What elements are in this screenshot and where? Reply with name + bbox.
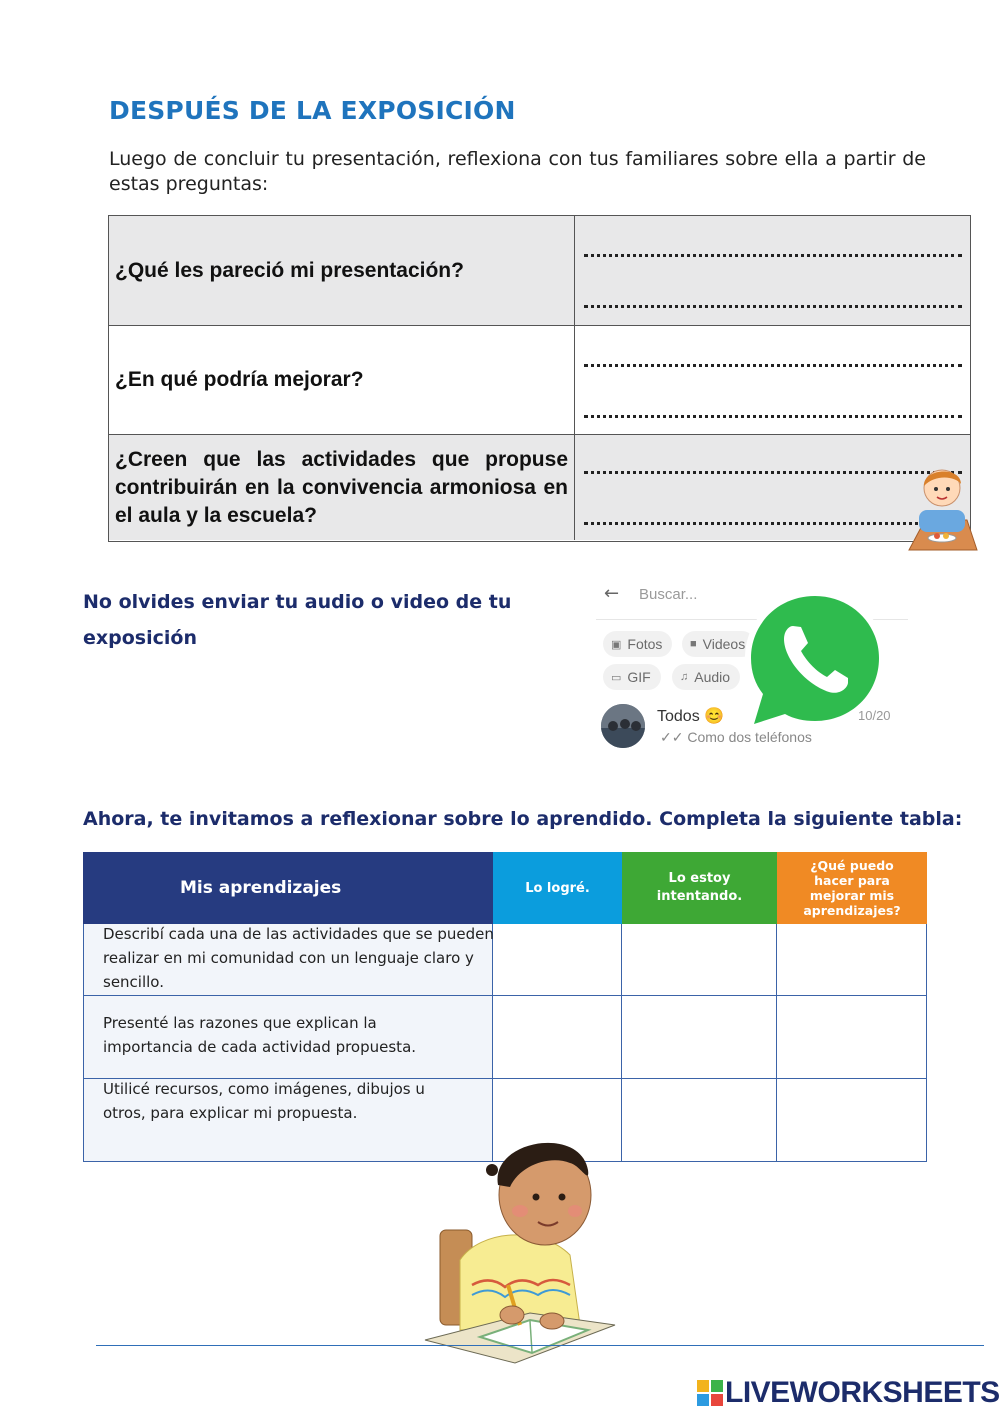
question-row [109, 216, 970, 325]
chip-photos[interactable] [603, 631, 672, 657]
question-cell [109, 216, 575, 325]
send-reminder-text: No olvides enviar tu audio o video de tu exposición [83, 591, 512, 649]
chat-preview-text: Como dos teléfonos [687, 729, 812, 745]
cell-achieved[interactable] [493, 996, 622, 1079]
chat-date: 10/20 [858, 708, 891, 723]
chip-label: GIF [627, 669, 651, 685]
page-title: DESPUÉS DE LA EXPOSICIÓN [109, 96, 516, 125]
video-icon: ■ [690, 638, 697, 650]
header-trying: Lo estoy intentando. [622, 852, 777, 924]
chip-label: Audio [694, 669, 731, 685]
question-row [109, 434, 970, 540]
question-text: ¿En qué podría mejorar? [115, 368, 364, 391]
chip-label: Videos [702, 636, 746, 652]
chip-gif[interactable] [603, 664, 661, 690]
back-arrow-icon[interactable]: ← [604, 583, 620, 604]
question-row [109, 325, 970, 434]
answer-cell[interactable] [575, 326, 970, 434]
row-text: Utilicé recursos, como imágenes, dibujos u otros, para explicar mi propuesta. [103, 1080, 425, 1122]
question-text: ¿Qué les pareció mi presentación? [115, 258, 464, 282]
chat-preview: ✓✓ Como dos teléfonos [660, 729, 812, 745]
cell-trying[interactable] [622, 1079, 777, 1162]
liveworksheets-icon [697, 1380, 723, 1406]
gif-icon: ▭ [611, 671, 622, 684]
answer-line[interactable] [584, 364, 962, 367]
search-placeholder[interactable]: Buscar... [639, 586, 698, 603]
cell-achieved[interactable] [493, 924, 622, 996]
invite-text: Ahora, te invitamos a reflexionar sobre lo aprendido. Completa la siguiente tabla: [83, 808, 963, 830]
row-text: Presenté las razones que explican la importancia de cada actividad propuesta. [103, 1014, 417, 1056]
intro-paragraph: Luego de concluir tu presentación, reflexiona con tus familiares sobre ella a partir de estas preguntas: [109, 148, 926, 195]
footer-divider [96, 1345, 984, 1346]
image-icon: ▣ [611, 638, 622, 651]
table-row-label [83, 924, 493, 996]
row-text: Describí cada una de las actividades que se pueden realizar en mi comunidad con un lenguaje claro y sencillo. [103, 925, 494, 991]
cell-trying[interactable] [622, 924, 777, 996]
avatar[interactable] [601, 704, 645, 748]
whatsapp-logo-icon [739, 584, 891, 736]
cell-trying[interactable] [622, 996, 777, 1079]
answer-cell[interactable] [575, 216, 970, 325]
answer-line[interactable] [584, 415, 962, 418]
table-row-label [83, 996, 493, 1079]
boy-writing-illustration [420, 1125, 620, 1365]
chip-label: Fotos [627, 636, 663, 652]
chat-name[interactable]: Todos 😊 [657, 708, 725, 725]
header-my-learnings: Mis aprendizajes [83, 852, 493, 924]
liveworksheets-logo [697, 1376, 1000, 1410]
boy-eating-illustration [905, 458, 980, 553]
reflection-questions-table [108, 215, 971, 542]
header-how-to-improve: ¿Qué puedo hacer para mejorar mis aprendizajes? [777, 852, 927, 924]
question-text: ¿Creen que las actividades que propuse contribuirán en la convivencia armoniosa en el aula y la escuela? [115, 447, 568, 527]
brand-name: LIVEWORKSHEETS [725, 1376, 1000, 1409]
answer-line[interactable] [584, 254, 962, 257]
cell-improve[interactable] [777, 996, 927, 1079]
chip-audio[interactable] [672, 664, 740, 690]
answer-line[interactable] [584, 305, 962, 308]
header-achieved: Lo logré. [493, 852, 622, 924]
headphones-icon: ♫ [680, 671, 689, 683]
learning-reflection-table [83, 852, 927, 1162]
cell-improve[interactable] [777, 1079, 927, 1162]
question-cell [109, 435, 575, 540]
question-cell [109, 326, 575, 434]
cell-improve[interactable] [777, 924, 927, 996]
